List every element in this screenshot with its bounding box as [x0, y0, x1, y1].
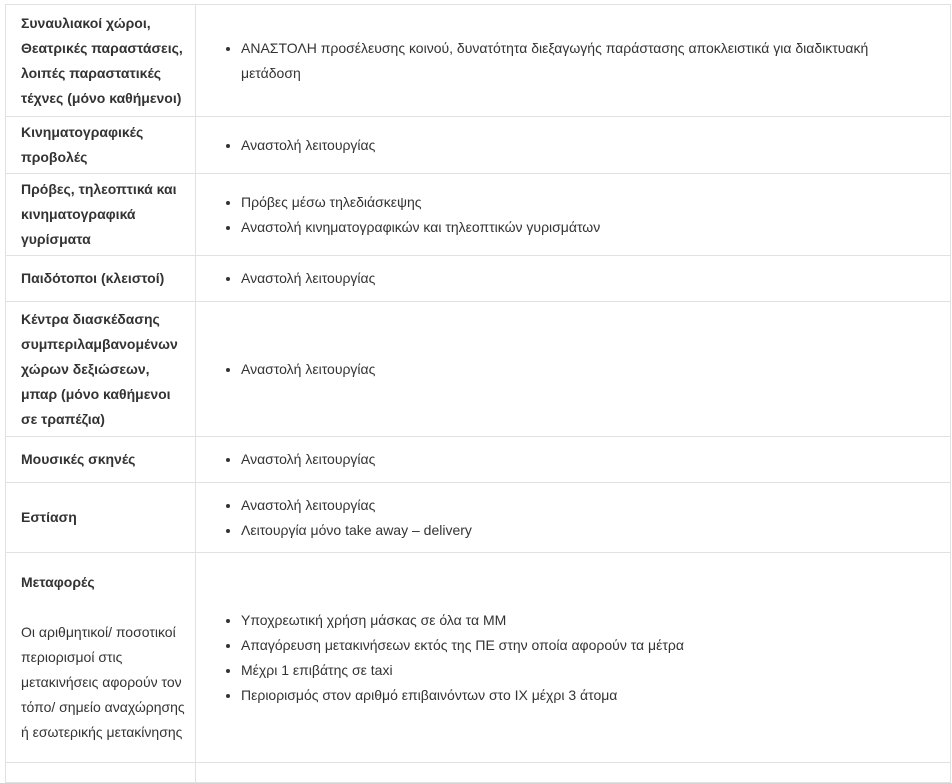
category-label: Μουσικές σκηνές	[21, 451, 136, 467]
list-item: • Αναστολή λειτουργίας	[241, 493, 930, 518]
table-row	[6, 256, 951, 302]
category-label: Κέντρα διασκέδασης συμπεριλαμβανομένων χώρων δεξιώσεων, μπαρ (μόνο καθήμενοι σε τραπέζια)	[21, 310, 178, 427]
list-item: • Αναστολή λειτουργίας	[241, 447, 930, 472]
category-cell	[6, 763, 196, 783]
category-label: Παιδότοποι (κλειστοί)	[21, 270, 165, 286]
category-cell	[6, 483, 196, 553]
table-row	[6, 117, 951, 174]
list-item: • Πρόβες μέσω τηλεδιάσκεψης	[241, 190, 930, 215]
list-item: • Υποχρεωτική χρήση μάσκας σε όλα τα ΜΜ	[241, 608, 930, 633]
measures-list	[216, 266, 930, 291]
list-item: • ΑΝΑΣΤΟΛΗ προσέλευσης κοινού, δυνατότητα διεξαγωγής παράστασης αποκλειστικά για διαδικτυακή μετάδοση	[241, 36, 930, 86]
details-cell	[196, 437, 951, 483]
details-cell	[196, 5, 951, 117]
list-item: • Αναστολή λειτουργίας	[241, 266, 930, 291]
category-cell	[6, 174, 196, 256]
category-cell	[6, 5, 196, 117]
category-label: Συναυλιακοί χώροι, Θεατρικές παραστάσεις, λοιπές παραστατικές τέχνες (μόνο καθήμενοι)	[21, 14, 183, 106]
table-row	[6, 553, 951, 763]
category-cell	[6, 553, 196, 763]
category-label: Μεταφορές	[21, 574, 95, 590]
table-row	[6, 5, 951, 117]
category-cell	[6, 437, 196, 483]
list-item: • Αναστολή λειτουργίας	[241, 133, 930, 158]
table-row	[6, 763, 951, 783]
list-item: • Μέχρι 1 επιβάτης σε taxi	[241, 658, 930, 683]
measures-list	[216, 190, 930, 240]
measures-list	[216, 357, 930, 382]
details-cell	[196, 302, 951, 437]
list-item: • Απαγόρευση μετακινήσεων εκτός της ΠΕ στην οποία αφορούν τα μέτρα	[241, 633, 930, 658]
details-cell	[196, 174, 951, 256]
table-row	[6, 437, 951, 483]
details-cell	[196, 256, 951, 302]
details-cell	[196, 483, 951, 553]
measures-table	[5, 4, 951, 783]
category-note: Οι αριθμητικοί/ ποσοτικοί περιορισμοί στις μετακινήσεις αφορούν τον τόπο/ σημείο αναχώρησης ή εσωτερικής μετακίνησης	[21, 624, 185, 740]
measures-list	[216, 36, 930, 86]
table-row	[6, 302, 951, 437]
category-label: Πρόβες, τηλεοπτικά και κινηματογραφικά γυρίσματα	[21, 181, 177, 247]
measures-list	[216, 447, 930, 472]
measures-list	[216, 608, 930, 708]
list-item: • Αναστολή λειτουργίας	[241, 357, 930, 382]
list-item: • Περιορισμός στον αριθμό επιβαινόντων στο ΙΧ μέχρι 3 άτομα	[241, 683, 930, 708]
category-label: Εστίαση	[21, 509, 77, 525]
details-cell	[196, 117, 951, 174]
category-cell	[6, 256, 196, 302]
table-row	[6, 174, 951, 256]
table-row	[6, 483, 951, 553]
details-cell	[196, 553, 951, 763]
list-item: • Αναστολή κινηματογραφικών και τηλεοπτικών γυρισμάτων	[241, 215, 930, 240]
details-cell	[196, 763, 951, 783]
measures-list	[216, 133, 930, 158]
measures-list	[216, 493, 930, 543]
category-cell	[6, 302, 196, 437]
category-label: Κινηματογραφικές προβολές	[21, 124, 144, 165]
category-cell	[6, 117, 196, 174]
list-item: • Λειτουργία μόνο take away – delivery	[241, 518, 930, 543]
